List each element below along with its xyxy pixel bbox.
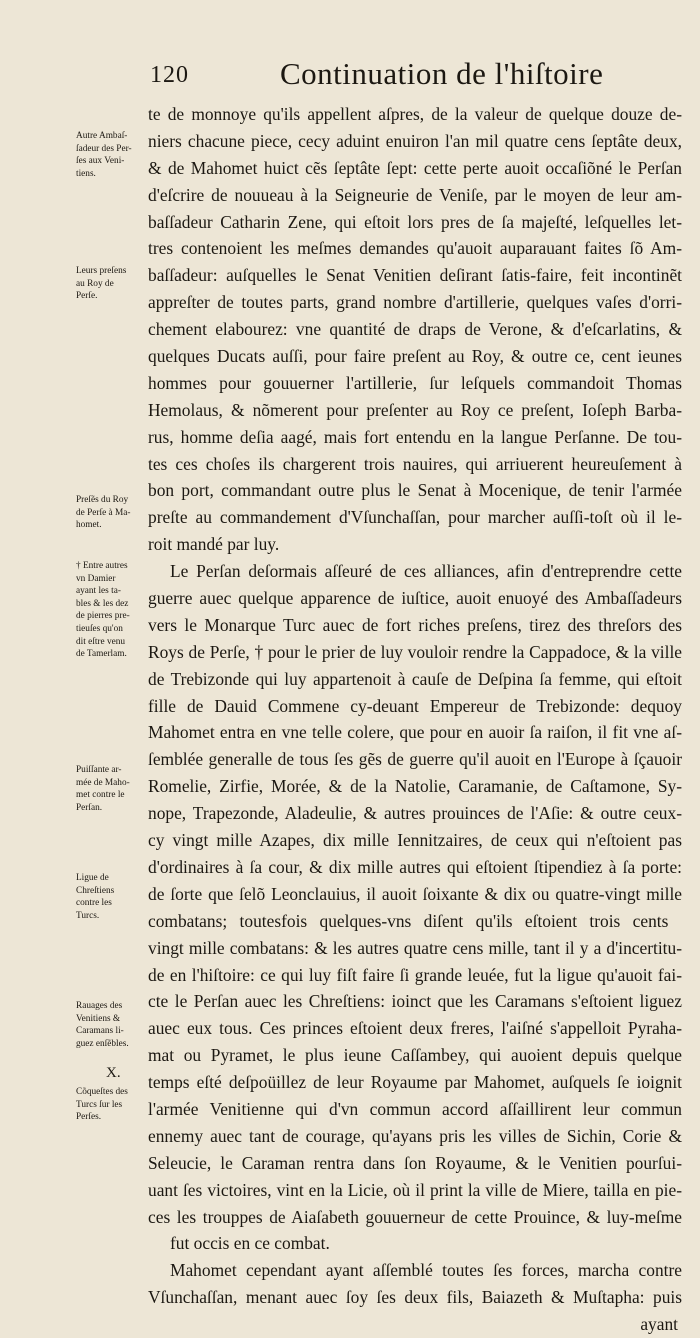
margin-note-line: Turcs. bbox=[76, 910, 100, 921]
text-line: guerre auec quelque apparence de iuſtice, auoit enuoyé des Ambaſſadeurs bbox=[148, 588, 682, 609]
margin-note-line: Chreſtiens bbox=[76, 885, 115, 896]
page-number: 120 bbox=[150, 62, 189, 88]
margin-note-line: met contre le bbox=[76, 790, 125, 801]
text-line: vingt mille combatans: & les autres quatre cens mille, tant il y a d'incertitu- bbox=[148, 937, 682, 958]
margin-note-line: vn Damier bbox=[76, 573, 116, 584]
margin-note-line: tieuſes qu'on bbox=[76, 623, 123, 634]
margin-note bbox=[76, 1086, 152, 1124]
margin-note bbox=[76, 560, 152, 661]
paragraph-start-line: Le Perſan deſormais aſſeuré de ces alliances, afin d'entreprendre cette bbox=[170, 561, 682, 582]
text-line: cy vingt mille Azapes, dix mille Iennitzaires, de ceux qui n'eſtoient pas bbox=[148, 830, 682, 851]
margin-note-line: de Perſe à Ma- bbox=[76, 507, 131, 518]
margin-note-line: bles & les dez bbox=[76, 598, 129, 609]
text-line: Seleucie, le Caraman rentra dans ſon Royaume, & le Venitien pourſui- bbox=[148, 1152, 682, 1173]
text-line: Roys de Perſe, † pour le prier de luy vouloir rendre la Cappadoce, & la ville bbox=[148, 641, 682, 662]
margin-note-line: Venitiens & bbox=[76, 1013, 121, 1024]
text-line: hommes pour gouuerner l'artillerie, ſur leſquels commandoit Thomas bbox=[148, 372, 682, 393]
margin-note-line: au Roy de bbox=[76, 278, 114, 289]
text-line: baſſadeur Catharin Zene, qui eſtoit lors pres de ſa majeſté, leſquelles let- bbox=[148, 211, 682, 232]
margin-note-line: Ligue de bbox=[76, 873, 109, 883]
margin-note-line: Puiſſante ar- bbox=[76, 765, 122, 775]
margin-note-line: ayant les ta- bbox=[76, 586, 121, 597]
page-header bbox=[150, 56, 680, 96]
margin-note-line: tiens. bbox=[76, 168, 96, 179]
text-line: de en l'hiſtoire: ce qui luy fiſt faire ſi grande leuée, fut la ligue qu'auoit fai- bbox=[148, 964, 682, 985]
text-line: ces les trouppes de Aiaſabeth gouuerneur de cette Prouince, & luy-meſme bbox=[148, 1206, 682, 1227]
text-line: appreſter de toutes parts, grand nombre d'artillerie, quelques vaſes d'orri- bbox=[148, 292, 682, 313]
margin-note-line: Leurs preſens bbox=[76, 266, 127, 276]
margin-note-line: de Tamerlam. bbox=[76, 649, 127, 660]
text-line: Hemolaus, & nõmerent pour preſenter au Roy ce preſent, Ioſeph Barba- bbox=[148, 399, 682, 420]
text-line: chement elabourez: vne quantité de draps de Verone, & d'eſcarlatins, & bbox=[148, 319, 682, 340]
margin-note-line: ſadeur des Per- bbox=[76, 143, 132, 154]
text-line: fille de Dauid Commene cy-deuant Empereur de Trebizonde: dequoy bbox=[148, 695, 682, 716]
margin-note-line: Perſan. bbox=[76, 802, 103, 813]
text-line: ſemblée generalle de tous ſes gẽs de guerre qu'il auoit en l'Europe à ſçauoir bbox=[148, 749, 682, 770]
text-line: Vſunchaſſan, menant auec ſoy ſes deux fils, Baiazeth & Muſtapha: puis bbox=[148, 1287, 682, 1308]
margin-note bbox=[76, 494, 152, 532]
text-line: uant ſes victoires, vint en la Licie, où il print la ville de Miere, tailla en pie- bbox=[148, 1179, 682, 1200]
margin-note-line: mée de Maho- bbox=[76, 777, 130, 788]
text-line: & de Mahomet huict cẽs ſeptâte ſept: cette perte auoit occaſiõné le Perſan bbox=[148, 157, 682, 178]
margin-note-line: Turcs ſur les bbox=[76, 1099, 123, 1110]
text-line: vers le Monarque Turc auec de fort riches preſens, tirez des threſors des bbox=[148, 614, 682, 635]
text-line: rus, homme deſia aagé, mais fort entendu en la langue Perſanne. De tou- bbox=[148, 426, 682, 447]
margin-note-line: Caramans li- bbox=[76, 1026, 124, 1037]
running-title: Continuation de l'hiſtoire bbox=[280, 56, 604, 91]
margin-note-line: Cõqueſtes des bbox=[76, 1087, 128, 1097]
margin-note-line: Perſes. bbox=[76, 1112, 102, 1123]
margin-note bbox=[76, 872, 152, 922]
text-line: de Trebizonde qui luy appartenoit à cauſe de Deſpina ſa femme, qui eſtoit bbox=[148, 668, 682, 689]
text-line: niers chacune piece, cecy aduint enuiron l'an mil quatre cens ſeptâte deux, bbox=[148, 130, 682, 151]
margin-note bbox=[76, 764, 152, 814]
text-line: combatans; toutesfois quelques-vns diſent qu'ils eſtoient trois cents bbox=[148, 910, 669, 931]
text-line: bon port, commandant outre plus le Senat à Mocenique, de tenir l'armée bbox=[148, 480, 682, 501]
text-line: Mahomet entra en vne telle colere, que pour en auoir ſa raiſon, il fit vne aſ- bbox=[148, 722, 682, 743]
margin-note bbox=[76, 1000, 152, 1050]
margin-note-line: Preſẽs du Roy bbox=[76, 495, 129, 505]
margin-note-line: † Entre autres bbox=[76, 561, 128, 571]
text-line: preſte au commandement d'Vſunchaſſan, pour marcher auſſi-toſt où il le- bbox=[148, 507, 682, 528]
text-line: d'ordinaires à ſa cour, & dix mille autres qui eſtoient ſtipendiez à ſa porte: bbox=[148, 856, 682, 877]
text-line: roit mandé par luy. bbox=[148, 534, 280, 555]
margin-note-line: dit eſtre venu bbox=[76, 636, 126, 647]
text-line: temps eſté deſpoüillez de leur Royaume par Mahomet, auſquels ſe ioignit bbox=[148, 1072, 682, 1093]
text-line: Romelie, Zirfie, Morée, & de la Natolie, Caramanie, de Caſtamone, Sy- bbox=[148, 776, 682, 797]
margin-note bbox=[76, 265, 152, 303]
text-line: de ſorte que ſelõ Leonclauius, il auoit ſoixante & dix ou quatre-vingt mille bbox=[148, 883, 682, 904]
text-line: ennemy auec tant de courage, qu'ayans pris les villes de Sichin, Corie & bbox=[148, 1125, 682, 1146]
margin-note-line: Rauages des bbox=[76, 1001, 123, 1011]
margin-note-line: Autre Ambaſ- bbox=[76, 131, 128, 141]
margin-note-line: ſes aux Veni- bbox=[76, 156, 125, 167]
text-line: cte le Perſan auec les Chreſtiens: ioinct que les Caramans s'eſtoient liguez bbox=[148, 991, 682, 1012]
margin-note-line: contre les bbox=[76, 898, 112, 909]
section-numeral: X. bbox=[106, 1065, 121, 1081]
text-line: d'eſcrire de nouueau à la Seigneurie de Veniſe, par le moyen de leur am- bbox=[148, 184, 682, 205]
text-line: tres contenoient les meſmes demandes qu'auoit auparauant faites ſõ Am- bbox=[148, 238, 682, 259]
text-line: fut occis en ce combat. bbox=[170, 1233, 330, 1254]
catchword: ayant bbox=[640, 1314, 678, 1335]
margin-note-line: de pierres pre- bbox=[76, 611, 130, 622]
margin-note bbox=[76, 130, 152, 180]
body-text bbox=[148, 101, 682, 1338]
text-line: auec eux tous. Ces princes eſtoient deux freres, l'aiſné s'appelloit Pyraha- bbox=[148, 1018, 682, 1039]
text-line: l'armée Venitienne qui d'vn commun accord aſſaillirent leur commun bbox=[148, 1098, 682, 1119]
text-line: mat ou Pyramet, le plus ieune Caſſambey, qui auoient depuis quelque bbox=[148, 1045, 682, 1066]
text-line: quelques Ducats auſſi, pour faire preſent au Roy, & outre ce, cent ieunes bbox=[148, 346, 682, 367]
text-line: nope, Trapezonde, Aladeulie, & autres prouinces de l'Aſie: & outre ceux- bbox=[148, 803, 682, 824]
margin-notes bbox=[0, 0, 150, 1292]
margin-note-line: homet. bbox=[76, 520, 102, 531]
text-line: tes ces choſes ils chargerent trois nauires, qui arriuerent heureuſement à bbox=[148, 453, 682, 474]
text-line: baſſadeur: auſquelles le Senat Venitien deſirant ſatis-faire, feit incontinẽt bbox=[148, 265, 682, 286]
text-line: te de monnoye qu'ils appellent aſpres, de la valeur de quelque douze de- bbox=[148, 104, 682, 124]
margin-note-line: guez enſẽbles. bbox=[76, 1038, 129, 1049]
margin-note-line: Perſe. bbox=[76, 291, 98, 302]
paragraph-start-line: Mahomet cependant ayant aſſemblé toutes ſes forces, marcha contre bbox=[170, 1260, 682, 1281]
